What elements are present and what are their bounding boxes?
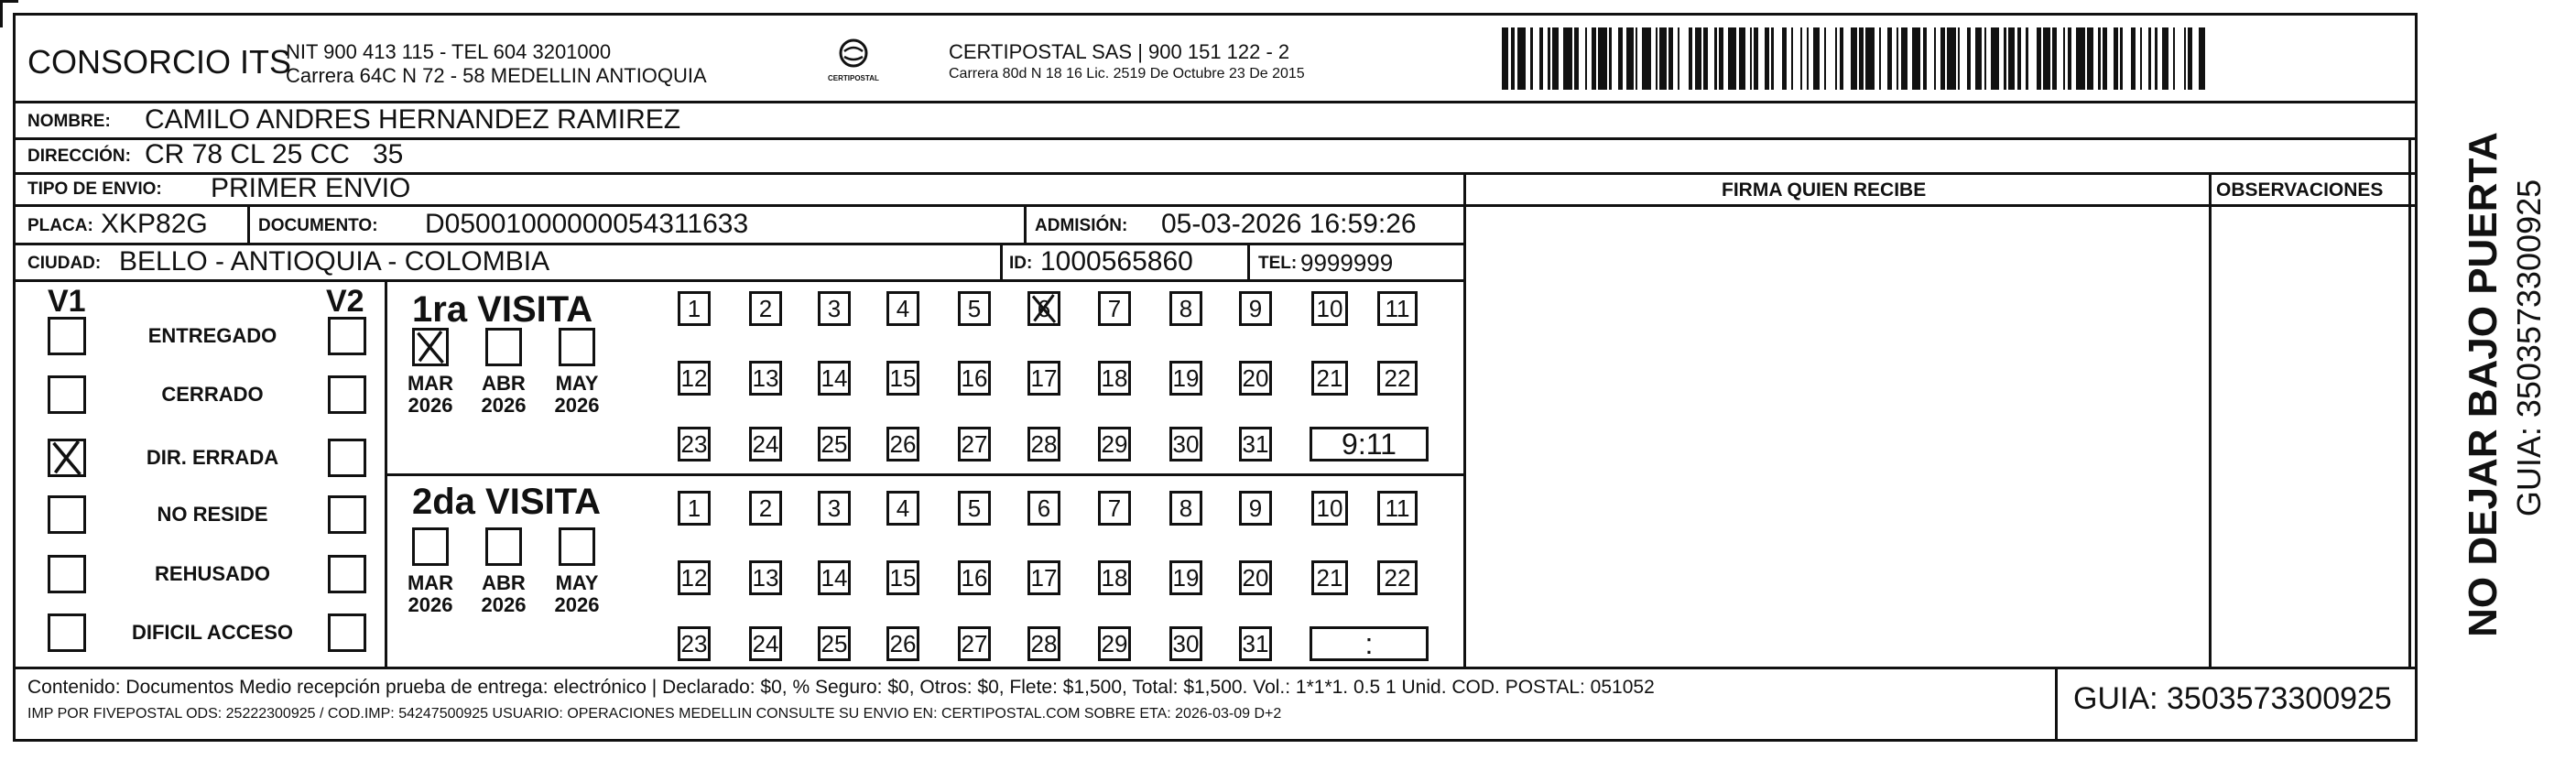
day-cell[interactable]: 16 (958, 361, 991, 396)
firma-header: FIRMA QUIEN RECIBE (1722, 179, 1927, 201)
col-line (1247, 243, 1250, 279)
status-option-label: REHUSADO (155, 562, 270, 585)
month-year: 2026 (554, 394, 600, 417)
company-address: Carrera 64C N 72 - 58 MEDELLIN ANTIOQUIA (286, 64, 707, 87)
v2-label: V2 (326, 284, 364, 319)
documento-value: D05001000000054311633 (425, 209, 749, 239)
v1-checkbox[interactable] (48, 555, 86, 593)
barcode-bar (2175, 27, 2184, 90)
day-cell[interactable]: 8 (1169, 291, 1202, 326)
day-cell[interactable]: 27 (958, 626, 991, 661)
month-checkbox[interactable] (412, 527, 449, 566)
day-cell[interactable]: 17 (1027, 361, 1060, 396)
day-cell[interactable]: 7 (1098, 491, 1131, 526)
col-line (1024, 204, 1027, 243)
admision-value: 05-03-2026 16:59:26 (1161, 209, 1417, 239)
day-cell[interactable]: 11 (1377, 491, 1418, 526)
day-cell[interactable]: 31 (1239, 626, 1272, 661)
visit2-title: 2da VISITA (412, 482, 601, 522)
barcode-bar (1739, 27, 1745, 90)
barcode-bar (1901, 27, 1908, 90)
day-cell[interactable]: 11 (1377, 291, 1418, 326)
tel-value: 9999999 (1300, 249, 1394, 277)
barcode-bar (1695, 27, 1701, 90)
day-cell[interactable]: 18 (1098, 361, 1131, 396)
time-box[interactable]: 9:11 (1310, 427, 1429, 461)
day-cell[interactable]: 31 (1239, 427, 1272, 461)
month-label: ABR (482, 571, 526, 594)
day-cell[interactable]: 9 (1239, 491, 1272, 526)
barcode-bar (1774, 27, 1783, 90)
day-cell[interactable]: 20 (1239, 361, 1272, 396)
barcode-bar (2162, 27, 2168, 90)
day-cell[interactable]: 6 (1027, 291, 1060, 326)
day-cell[interactable]: 24 (749, 626, 782, 661)
month-label: MAR (407, 372, 454, 395)
tel-label: TEL: (1258, 254, 1298, 273)
nombre-label: NOMBRE: (27, 112, 111, 131)
v1-checkbox[interactable] (48, 375, 86, 414)
documento-label: DOCUMENTO: (258, 216, 378, 235)
row-line (13, 279, 1465, 282)
footer-imp: IMP POR FIVEPOSTAL ODS: 25222300925 / COD.IMP: 54247500925 USUARIO: OPERACIONES MEDELLIN CONSULTE SU ENVIO EN: CERTIPOSTAL.COM SOBRE ETA: 2026-03-09 D+2 (27, 706, 1282, 722)
day-cell[interactable]: 10 (1311, 291, 1348, 326)
v2-checkbox[interactable] (328, 375, 366, 414)
status-option-label: NO RESIDE (157, 503, 268, 526)
barcode-bar (1865, 27, 1875, 90)
barcode-bar (1912, 27, 1921, 90)
barcode-bar (2043, 27, 2049, 90)
month-label: MAY (555, 372, 599, 395)
barcode-bar (1728, 27, 1737, 90)
barcode-bar (1626, 27, 1633, 90)
month-label: MAR (407, 571, 454, 594)
day-cell[interactable]: 16 (958, 560, 991, 595)
day-cell[interactable]: 18 (1098, 560, 1131, 595)
company-nit: NIT 900 413 115 - TEL 604 3201000 (286, 40, 612, 63)
barcode-bar (2057, 27, 2063, 90)
day-cell[interactable]: 26 (886, 427, 919, 461)
visit1-title: 1ra VISITA (412, 289, 593, 330)
month-checkbox[interactable] (485, 527, 522, 566)
day-cell[interactable]: 27 (958, 427, 991, 461)
barcode-bar (2142, 27, 2148, 90)
day-cell[interactable]: 29 (1098, 427, 1131, 461)
id-label: ID: (1009, 254, 1033, 273)
v2-checkbox[interactable] (328, 613, 366, 652)
day-cell[interactable]: 25 (818, 427, 851, 461)
day-cell[interactable]: 12 (678, 560, 711, 595)
barcode-bar (1517, 27, 1527, 90)
row-line (385, 473, 1465, 476)
barcode-bar (2107, 27, 2114, 90)
status-option-label: DIFICIL ACCESO (131, 621, 293, 644)
day-cell[interactable]: 29 (1098, 626, 1131, 661)
time-box[interactable]: : (1310, 626, 1429, 661)
day-cell[interactable]: 14 (818, 560, 851, 595)
tipo-value: PRIMER ENVIO (211, 173, 411, 203)
day-cell[interactable]: 9 (1239, 291, 1272, 326)
day-cell[interactable]: 17 (1027, 560, 1060, 595)
month-checkbox[interactable] (412, 328, 449, 366)
side-guia: GUIA: 3503573300925 (2510, 179, 2548, 517)
day-cell[interactable]: 23 (678, 626, 711, 661)
barcode-bar (1612, 27, 1618, 90)
day-cell[interactable]: 15 (886, 560, 919, 595)
col-line (385, 279, 387, 667)
tipo-label: TIPO DE ENVIO: (27, 179, 162, 199)
barcode-bar (2008, 27, 2015, 90)
ciudad-label: CIUDAD: (27, 254, 102, 273)
barcode-bar (1679, 27, 1689, 90)
barcode-bar (1659, 27, 1666, 90)
day-cell[interactable]: 22 (1377, 560, 1418, 595)
barcode-bar (1826, 27, 1835, 90)
barcode-bar (1533, 27, 1539, 90)
certipostal-logo (826, 37, 881, 86)
col-line (2408, 137, 2411, 667)
ciudad-value: BELLO - ANTIOQUIA - COLOMBIA (119, 246, 550, 277)
day-cell[interactable]: 13 (749, 361, 782, 396)
footer-contenido: Contenido: Documentos Medio recepción prueba de entrega: electrónico | Declarado: $0, % Seguro: $0, Otros: $0, Flete: $1,500, Total: $1,500. Vol.: 1*1*1. 0.5 1 Unid. COD. POSTAL: 051052 (27, 677, 1655, 698)
v2-checkbox[interactable] (328, 555, 366, 593)
barcode-bar (1881, 27, 1887, 90)
day-cell[interactable]: 1 (678, 491, 711, 526)
day-cell[interactable]: 28 (1027, 427, 1060, 461)
day-cell[interactable]: 21 (1311, 361, 1348, 396)
barcode-bar (2123, 27, 2132, 90)
barcode-bar (2199, 27, 2205, 90)
placa-value: XKP82G (101, 209, 208, 239)
month-year: 2026 (481, 394, 527, 417)
barcode-bar (1843, 27, 1850, 90)
barcode-bar (1563, 27, 1572, 90)
day-cell[interactable]: 30 (1169, 626, 1202, 661)
barcode-bar (2192, 27, 2199, 90)
footer-guia: GUIA: 3503573300925 (2073, 681, 2392, 716)
status-option-label: ENTREGADO (147, 324, 277, 347)
day-cell[interactable]: 5 (958, 291, 991, 326)
admision-label: ADMISIÓN: (1035, 216, 1128, 235)
day-cell[interactable]: 8 (1169, 491, 1202, 526)
col-line (1000, 243, 1003, 279)
col-line (1463, 172, 1466, 667)
month-year: 2026 (408, 593, 453, 616)
v2-checkbox[interactable] (328, 439, 366, 477)
frame-left-tick (0, 0, 3, 27)
month-year: 2026 (481, 593, 527, 616)
day-cell[interactable]: 25 (818, 626, 851, 661)
v1-label: V1 (48, 284, 86, 319)
direccion-value: CR 78 CL 25 CC 35 (145, 139, 404, 169)
status-option-label: DIR. ERRADA (146, 446, 279, 469)
barcode-bar (1552, 27, 1559, 90)
col-line (2209, 172, 2212, 667)
direccion-label: DIRECCIÓN: (27, 147, 131, 166)
frame-top-tick (0, 0, 18, 3)
barcode-bar (1851, 27, 1857, 90)
col-line (2055, 667, 2058, 742)
v1-checkbox[interactable] (48, 495, 86, 534)
month-checkbox[interactable] (559, 328, 595, 366)
barcode-bar (1975, 27, 1982, 90)
barcode-bar (1960, 27, 1966, 90)
status-option-label: CERRADO (161, 383, 264, 406)
id-value: 1000565860 (1040, 246, 1193, 277)
day-cell[interactable]: 4 (886, 491, 919, 526)
day-check-mark (1030, 294, 1058, 323)
barcode-bar (2087, 27, 2093, 90)
certipostal-line2: Carrera 80d N 18 16 Lic. 2519 De Octubre 23 De 2015 (949, 66, 1305, 81)
barcode-bar (1642, 27, 1651, 90)
barcode-bar (1598, 27, 1607, 90)
barcode-bar (1793, 27, 1799, 90)
row-line (13, 101, 2418, 103)
barcode-bar (1813, 27, 1820, 90)
day-cell[interactable]: 21 (1311, 560, 1348, 595)
v1-checkbox[interactable] (48, 439, 86, 477)
day-cell[interactable]: 26 (886, 626, 919, 661)
day-cell[interactable]: 28 (1027, 626, 1060, 661)
day-cell[interactable]: 15 (886, 361, 919, 396)
company-name: CONSORCIO ITS (27, 43, 292, 81)
barcode-bar (1991, 27, 2000, 90)
month-year: 2026 (554, 593, 600, 616)
day-cell[interactable]: 3 (818, 491, 851, 526)
day-cell[interactable]: 24 (749, 427, 782, 461)
day-cell[interactable]: 12 (678, 361, 711, 396)
day-cell[interactable]: 14 (818, 361, 851, 396)
v2-checkbox[interactable] (328, 495, 366, 534)
row-line (13, 204, 2418, 207)
barcode-bar (1947, 27, 1956, 90)
barcode-bar (1758, 27, 1765, 90)
v1-checkbox[interactable] (48, 317, 86, 355)
day-cell[interactable]: 30 (1169, 427, 1202, 461)
day-cell[interactable]: 10 (1311, 491, 1348, 526)
observaciones-header: OBSERVACIONES (2216, 179, 2384, 201)
day-cell[interactable]: 2 (749, 291, 782, 326)
day-cell[interactable]: 13 (749, 560, 782, 595)
day-cell[interactable]: 5 (958, 491, 991, 526)
month-checkbox[interactable] (485, 328, 522, 366)
day-cell[interactable]: 1 (678, 291, 711, 326)
barcode-bar (1927, 27, 1933, 90)
barcode-bar (1502, 27, 1508, 90)
col-line (247, 204, 250, 243)
v2-checkbox[interactable] (328, 317, 366, 355)
day-cell[interactable]: 20 (1239, 560, 1272, 595)
month-label: ABR (482, 372, 526, 395)
barcode (1502, 27, 2205, 90)
month-checkbox[interactable] (559, 527, 595, 566)
barcode-bar (2028, 27, 2038, 90)
day-cell[interactable]: 22 (1377, 361, 1418, 396)
side-no-dejar: NO DEJAR BAJO PUERTA (2461, 132, 2505, 637)
day-cell[interactable]: 4 (886, 291, 919, 326)
barcode-bar (1708, 27, 1714, 90)
day-cell[interactable]: 6 (1027, 491, 1060, 526)
day-cell[interactable]: 19 (1169, 361, 1202, 396)
month-label: MAY (555, 571, 599, 594)
day-cell[interactable]: 3 (818, 291, 851, 326)
day-cell[interactable]: 23 (678, 427, 711, 461)
nombre-value: CAMILO ANDRES HERNANDEZ RAMIREZ (145, 104, 681, 135)
day-cell[interactable]: 19 (1169, 560, 1202, 595)
day-cell[interactable]: 2 (749, 491, 782, 526)
v1-checkbox[interactable] (48, 613, 86, 652)
placa-label: PLACA: (27, 216, 93, 235)
day-cell[interactable]: 7 (1098, 291, 1131, 326)
month-year: 2026 (408, 394, 453, 417)
barcode-bar (1579, 27, 1585, 90)
logo-text: CERTIPOSTAL (828, 74, 879, 82)
certipostal-line1: CERTIPOSTAL SAS | 900 151 122 - 2 (949, 40, 1290, 63)
barcode-bar (2076, 27, 2085, 90)
